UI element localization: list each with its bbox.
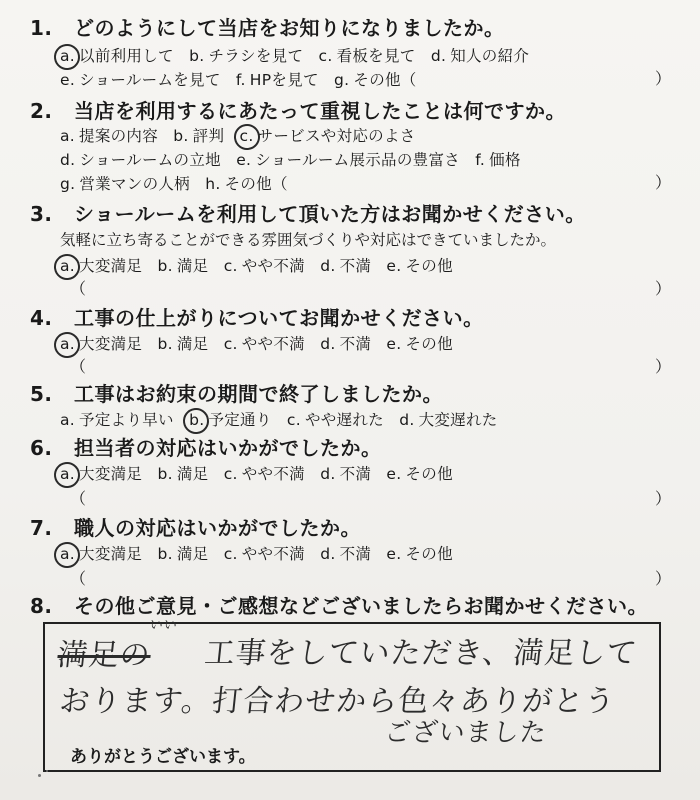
- q7-paren-open: （: [70, 569, 87, 588]
- q7-option-e[interactable]: e. その他: [386, 545, 453, 563]
- q2-option-e[interactable]: e. ショールーム展示品の豊富さ: [236, 151, 461, 169]
- handwritten-line-1: 工事をしていただき、満足して: [202, 636, 640, 671]
- q6-paren-close: ）: [655, 489, 672, 508]
- paper-speck: [38, 774, 41, 777]
- q2-option-c[interactable]: c. サービスや対応のよさ: [239, 127, 416, 145]
- q2-option-h[interactable]: h. その他（: [205, 175, 288, 193]
- q2-option-f[interactable]: f. 価格: [475, 151, 521, 169]
- q1-option-b[interactable]: b. チラシを見て: [189, 47, 304, 65]
- handwritten-line-3: ございました: [383, 718, 549, 748]
- q6-option-a[interactable]: a. 大変満足: [60, 465, 143, 483]
- q4-option-b[interactable]: b. 満足: [157, 335, 209, 353]
- q6-option-e[interactable]: e. その他: [386, 465, 453, 483]
- q1-option-d[interactable]: d. 知人の紹介: [430, 47, 530, 65]
- q1-options-line2: [60, 68, 427, 90]
- q3-subtext: 気軽に立ち寄ることができる雰囲気づくりや対応はできていましたか。: [60, 231, 557, 249]
- q3-options: [60, 254, 463, 276]
- q4-paren-close: ）: [655, 357, 672, 376]
- q1-option-c[interactable]: c. 看板を見て: [318, 47, 416, 65]
- question-1: 1. どのようにして当店をお知りになりましたか。: [30, 16, 505, 40]
- q4-option-d[interactable]: d. 不満: [320, 335, 372, 353]
- q1-option-e[interactable]: e. ショールームを見て: [60, 71, 221, 89]
- q2-option-g[interactable]: g. 営業マンの人柄: [60, 175, 190, 193]
- q4-paren-open: （: [70, 357, 87, 376]
- q3-option-e[interactable]: e. その他: [386, 257, 453, 275]
- q3-option-a[interactable]: a. 大変満足: [60, 257, 143, 275]
- q6-paren-open: （: [70, 489, 87, 508]
- q6-options: [60, 462, 463, 484]
- closing-thanks: ありがとうございます。: [70, 747, 256, 767]
- q5-option-c[interactable]: c. やや遅れた: [286, 411, 384, 429]
- question-6: 6. 担当者の対応はいかがでしたか。: [30, 436, 382, 460]
- q7-options: [60, 542, 463, 564]
- paper-speck: [46, 770, 48, 772]
- q2-option-b[interactable]: b. 評判: [173, 127, 225, 145]
- q6-option-b[interactable]: b. 満足: [157, 465, 209, 483]
- q2-paren-close: ）: [655, 173, 672, 192]
- q3-paren-open: （: [70, 279, 87, 298]
- question-4: 4. 工事の仕上がりについてお聞かせください。: [30, 306, 484, 330]
- q2-option-d[interactable]: d. ショールームの立地: [60, 151, 221, 169]
- question-5: 5. 工事はお約束の期間で終了しましたか。: [30, 382, 443, 406]
- question-2: 2. 当店を利用するにあたって重視したことは何ですか。: [30, 99, 566, 123]
- handwritten-crossed-out: 満足の: [55, 638, 153, 673]
- q5-option-b[interactable]: b. 予定通り: [189, 411, 272, 429]
- q2-options-line1: [60, 124, 426, 146]
- q1-option-f[interactable]: f. HPを見て: [235, 71, 319, 89]
- question-8: 8. その他ご意見・ご感想などございましたらお聞かせください。: [30, 594, 648, 618]
- question-3: 3. ショールームを利用して頂いた方はお聞かせください。: [30, 202, 586, 226]
- q1-paren-close: ）: [655, 69, 672, 88]
- q3-paren-close: ）: [655, 279, 672, 298]
- question-7: 7. 職人の対応はいかがでしたか。: [30, 516, 361, 540]
- q7-option-b[interactable]: b. 満足: [157, 545, 209, 563]
- q7-paren-close: ）: [655, 569, 672, 588]
- q5-options: [60, 408, 508, 430]
- q4-option-e[interactable]: e. その他: [386, 335, 453, 353]
- q3-option-d[interactable]: d. 不満: [320, 257, 372, 275]
- q5-option-d[interactable]: d. 大変遅れた: [399, 411, 498, 429]
- q1-option-a[interactable]: a. 以前利用して: [60, 47, 174, 65]
- q7-option-c[interactable]: c. やや不満: [223, 545, 305, 563]
- q2-option-a[interactable]: a. 提案の内容: [60, 127, 159, 145]
- q1-option-g[interactable]: g. その他（: [334, 71, 417, 89]
- q4-option-a[interactable]: a. 大変満足: [60, 335, 143, 353]
- handwritten-insert-note: いい: [149, 618, 179, 633]
- q4-option-c[interactable]: c. やや不満: [223, 335, 305, 353]
- q3-option-b[interactable]: b. 満足: [157, 257, 209, 275]
- q7-option-a[interactable]: a. 大変満足: [60, 545, 143, 563]
- q6-option-d[interactable]: d. 不満: [320, 465, 372, 483]
- q7-option-d[interactable]: d. 不満: [320, 545, 372, 563]
- q6-option-c[interactable]: c. やや不満: [223, 465, 305, 483]
- q2-options-line2: [60, 148, 531, 170]
- q1-options-line1: [60, 44, 539, 66]
- q2-options-line3: [60, 172, 298, 194]
- q4-options: [60, 332, 463, 354]
- handwritten-line-2: おります。打合わせから色々ありがとう: [57, 684, 618, 719]
- q5-option-a[interactable]: a. 予定より早い: [60, 411, 174, 429]
- q3-option-c[interactable]: c. やや不満: [223, 257, 305, 275]
